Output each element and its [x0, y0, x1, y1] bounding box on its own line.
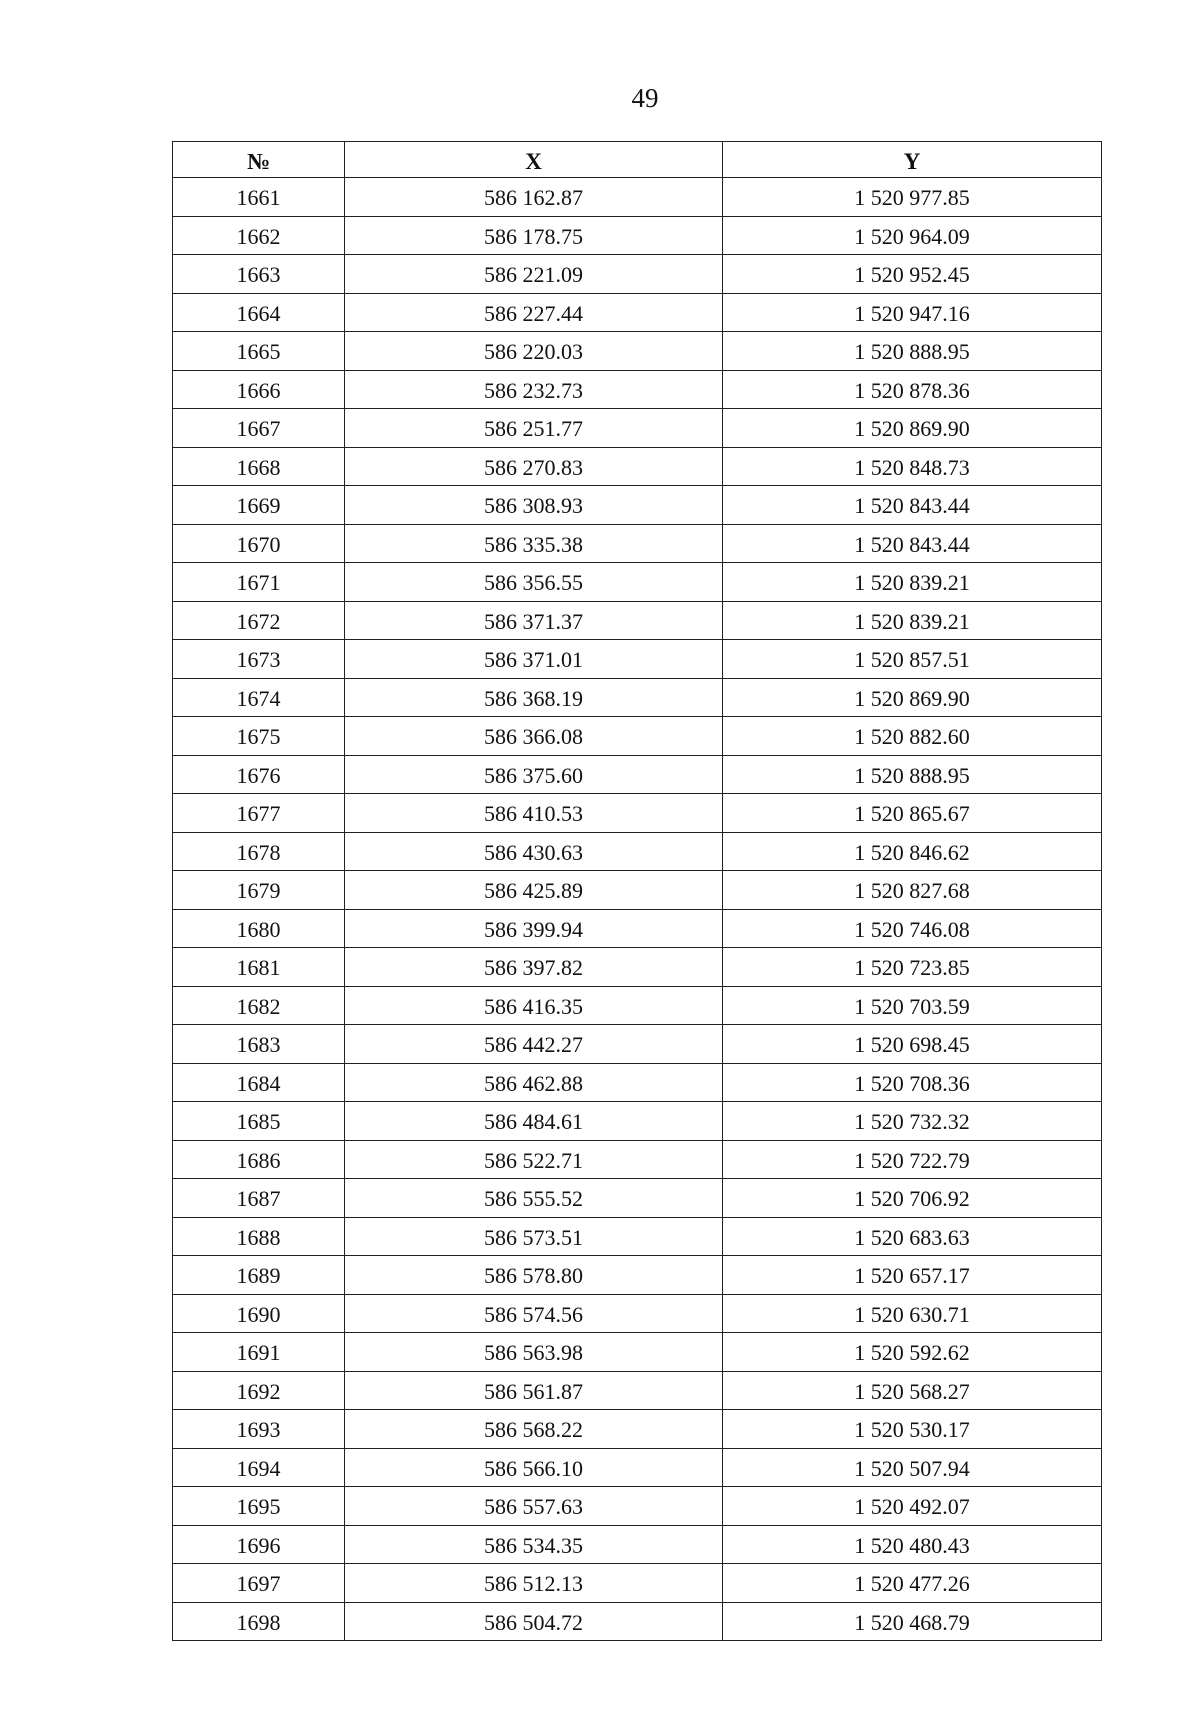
cell-x: 586 430.63: [345, 832, 723, 871]
table-row: [173, 370, 1102, 409]
cell-y: 1 520 843.44: [723, 486, 1102, 525]
cell-y: 1 520 592.62: [723, 1333, 1102, 1372]
table-row: [173, 678, 1102, 717]
cell-number: 1666: [173, 370, 345, 409]
cell-x: 586 366.08: [345, 717, 723, 756]
cell-x: 586 397.82: [345, 948, 723, 987]
cell-y: 1 520 888.95: [723, 332, 1102, 371]
cell-number: 1663: [173, 255, 345, 294]
cell-y: 1 520 869.90: [723, 409, 1102, 448]
cell-number: 1687: [173, 1179, 345, 1218]
table-row: [173, 948, 1102, 987]
table-row: [173, 178, 1102, 217]
cell-y: 1 520 630.71: [723, 1294, 1102, 1333]
cell-x: 586 573.51: [345, 1217, 723, 1256]
cell-number: 1679: [173, 871, 345, 910]
table-row: [173, 255, 1102, 294]
cell-x: 586 399.94: [345, 909, 723, 948]
cell-x: 586 578.80: [345, 1256, 723, 1295]
table-row: [173, 1333, 1102, 1372]
cell-number: 1664: [173, 293, 345, 332]
cell-x: 586 512.13: [345, 1564, 723, 1603]
cell-number: 1685: [173, 1102, 345, 1141]
cell-y: 1 520 477.26: [723, 1564, 1102, 1603]
cell-y: 1 520 746.08: [723, 909, 1102, 948]
cell-x: 586 251.77: [345, 409, 723, 448]
cell-x: 586 162.87: [345, 178, 723, 217]
cell-x: 586 504.72: [345, 1602, 723, 1641]
cell-number: 1694: [173, 1448, 345, 1487]
cell-y: 1 520 706.92: [723, 1179, 1102, 1218]
table-row: [173, 986, 1102, 1025]
cell-y: 1 520 869.90: [723, 678, 1102, 717]
table-row: [173, 1063, 1102, 1102]
cell-y: 1 520 657.17: [723, 1256, 1102, 1295]
cell-y: 1 520 878.36: [723, 370, 1102, 409]
cell-y: 1 520 568.27: [723, 1371, 1102, 1410]
cell-number: 1696: [173, 1525, 345, 1564]
cell-y: 1 520 846.62: [723, 832, 1102, 871]
cell-x: 586 220.03: [345, 332, 723, 371]
cell-number: 1672: [173, 601, 345, 640]
cell-number: 1667: [173, 409, 345, 448]
cell-y: 1 520 468.79: [723, 1602, 1102, 1641]
cell-y: 1 520 530.17: [723, 1410, 1102, 1449]
cell-y: 1 520 839.21: [723, 563, 1102, 602]
cell-number: 1669: [173, 486, 345, 525]
cell-number: 1686: [173, 1140, 345, 1179]
table-row: [173, 293, 1102, 332]
cell-number: 1690: [173, 1294, 345, 1333]
column-header-x: X: [345, 142, 723, 178]
cell-y: 1 520 947.16: [723, 293, 1102, 332]
cell-x: 586 371.37: [345, 601, 723, 640]
table-row: [173, 871, 1102, 910]
cell-x: 586 522.71: [345, 1140, 723, 1179]
table-row: [173, 1525, 1102, 1564]
cell-x: 586 555.52: [345, 1179, 723, 1218]
cell-number: 1695: [173, 1487, 345, 1526]
cell-x: 586 568.22: [345, 1410, 723, 1449]
table-row: [173, 601, 1102, 640]
cell-y: 1 520 698.45: [723, 1025, 1102, 1064]
cell-x: 586 574.56: [345, 1294, 723, 1333]
table-row: [173, 1371, 1102, 1410]
cell-x: 586 425.89: [345, 871, 723, 910]
cell-x: 586 410.53: [345, 794, 723, 833]
cell-number: 1674: [173, 678, 345, 717]
cell-number: 1680: [173, 909, 345, 948]
cell-x: 586 227.44: [345, 293, 723, 332]
cell-number: 1662: [173, 216, 345, 255]
cell-y: 1 520 507.94: [723, 1448, 1102, 1487]
column-header-y: Y: [723, 142, 1102, 178]
cell-x: 586 566.10: [345, 1448, 723, 1487]
table-row: [173, 486, 1102, 525]
cell-y: 1 520 977.85: [723, 178, 1102, 217]
cell-x: 586 232.73: [345, 370, 723, 409]
cell-number: 1683: [173, 1025, 345, 1064]
table-row: [173, 1140, 1102, 1179]
table-header-row: [173, 142, 1102, 178]
table-row: [173, 1487, 1102, 1526]
table-row: [173, 1448, 1102, 1487]
cell-number: 1688: [173, 1217, 345, 1256]
cell-y: 1 520 480.43: [723, 1525, 1102, 1564]
cell-x: 586 375.60: [345, 755, 723, 794]
table-row: [173, 717, 1102, 756]
cell-x: 586 356.55: [345, 563, 723, 602]
cell-number: 1697: [173, 1564, 345, 1603]
cell-number: 1684: [173, 1063, 345, 1102]
cell-x: 586 308.93: [345, 486, 723, 525]
table-row: [173, 1179, 1102, 1218]
cell-x: 586 416.35: [345, 986, 723, 1025]
cell-y: 1 520 839.21: [723, 601, 1102, 640]
table-row: [173, 909, 1102, 948]
cell-number: 1677: [173, 794, 345, 833]
cell-x: 586 557.63: [345, 1487, 723, 1526]
cell-y: 1 520 843.44: [723, 524, 1102, 563]
cell-y: 1 520 865.67: [723, 794, 1102, 833]
cell-y: 1 520 703.59: [723, 986, 1102, 1025]
cell-x: 586 221.09: [345, 255, 723, 294]
table-row: [173, 447, 1102, 486]
cell-x: 586 270.83: [345, 447, 723, 486]
table-row: [173, 1025, 1102, 1064]
cell-number: 1661: [173, 178, 345, 217]
cell-number: 1670: [173, 524, 345, 563]
cell-y: 1 520 722.79: [723, 1140, 1102, 1179]
cell-number: 1693: [173, 1410, 345, 1449]
cell-number: 1691: [173, 1333, 345, 1372]
cell-x: 586 462.88: [345, 1063, 723, 1102]
cell-y: 1 520 708.36: [723, 1063, 1102, 1102]
cell-number: 1692: [173, 1371, 345, 1410]
table-row: [173, 1564, 1102, 1603]
cell-x: 586 484.61: [345, 1102, 723, 1141]
cell-number: 1678: [173, 832, 345, 871]
cell-x: 586 563.98: [345, 1333, 723, 1372]
cell-x: 586 371.01: [345, 640, 723, 679]
table-row: [173, 332, 1102, 371]
cell-number: 1681: [173, 948, 345, 987]
cell-y: 1 520 882.60: [723, 717, 1102, 756]
table-row: [173, 755, 1102, 794]
table-row: [173, 1602, 1102, 1641]
cell-number: 1675: [173, 717, 345, 756]
cell-y: 1 520 827.68: [723, 871, 1102, 910]
cell-y: 1 520 952.45: [723, 255, 1102, 294]
table-row: [173, 1217, 1102, 1256]
cell-y: 1 520 964.09: [723, 216, 1102, 255]
cell-number: 1671: [173, 563, 345, 602]
table-row: [173, 563, 1102, 602]
cell-y: 1 520 857.51: [723, 640, 1102, 679]
cell-number: 1665: [173, 332, 345, 371]
cell-y: 1 520 732.32: [723, 1102, 1102, 1141]
page-number: 49: [631, 83, 659, 113]
table-row: [173, 832, 1102, 871]
table-row: [173, 1256, 1102, 1295]
cell-number: 1673: [173, 640, 345, 679]
table-row: [173, 794, 1102, 833]
table-row: [173, 524, 1102, 563]
table-row: [173, 409, 1102, 448]
column-header-number: №: [173, 142, 345, 178]
cell-y: 1 520 723.85: [723, 948, 1102, 987]
table-row: [173, 1410, 1102, 1449]
cell-number: 1682: [173, 986, 345, 1025]
cell-number: 1676: [173, 755, 345, 794]
cell-x: 586 442.27: [345, 1025, 723, 1064]
cell-x: 586 368.19: [345, 678, 723, 717]
table-row: [173, 1102, 1102, 1141]
table-body: [173, 178, 1102, 1641]
cell-y: 1 520 492.07: [723, 1487, 1102, 1526]
cell-y: 1 520 848.73: [723, 447, 1102, 486]
table-row: [173, 640, 1102, 679]
cell-x: 586 534.35: [345, 1525, 723, 1564]
cell-x: 586 335.38: [345, 524, 723, 563]
cell-number: 1668: [173, 447, 345, 486]
table-row: [173, 216, 1102, 255]
table-row: [173, 1294, 1102, 1333]
coordinates-table: [172, 141, 1102, 1641]
cell-x: 586 178.75: [345, 216, 723, 255]
cell-number: 1689: [173, 1256, 345, 1295]
cell-y: 1 520 683.63: [723, 1217, 1102, 1256]
cell-x: 586 561.87: [345, 1371, 723, 1410]
cell-number: 1698: [173, 1602, 345, 1641]
cell-y: 1 520 888.95: [723, 755, 1102, 794]
